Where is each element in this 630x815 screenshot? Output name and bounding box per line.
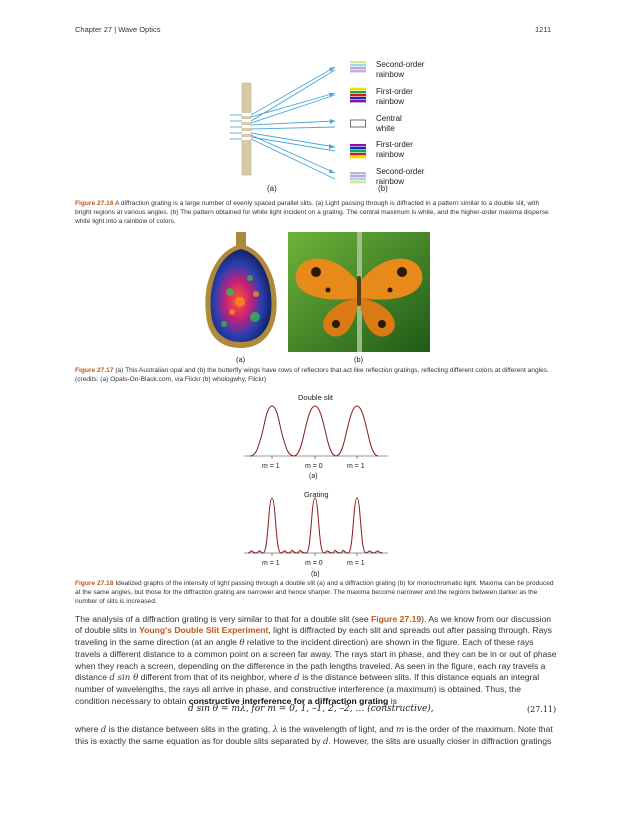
double-slit-tick-2: m = 0 bbox=[305, 463, 323, 470]
incident-rays bbox=[230, 115, 242, 139]
caption-figure-27-17: Figure 27.17 (a) This Australian opal and (b) the butterfly wings have rows of reflectors that act like reflection gratings, reflecting different colors at different angles. (credits: (a) Opals-On-Black.com, via Flickr (b) whologwhy, Flickr) bbox=[75, 367, 549, 384]
fig18-panel-a-label: (a) bbox=[309, 473, 318, 480]
fig17-panel-a-label: (a) bbox=[236, 355, 246, 364]
second-order-bottom-swatch bbox=[350, 172, 366, 183]
double-slit-curve bbox=[250, 406, 378, 456]
label-second-order-bottom: Second-order rainbow bbox=[376, 167, 425, 186]
body-paragraph-1: The analysis of a diffraction grating is very similar to that for a double slit (see Figure 27.19). As we know from our discussion of double slits in Young's Double Slit Experiment, light is diffracted by each slit and spreads out after passing through. Rays traveling in the same direction (at an angle θ relative to the incident direction) are shown in the figure. Each of these rays travels a different distance to a common point on a screen far away. The rays start in phase, and they can be in or out of phase when they reach a screen, depending on the difference in the path lengths traveled. As seen in the figure, each ray travels a distance d sin θ different from that of its neighbor, where d is the distance between slits. If this distance equals an integral number of wavelengths, the rays all arrive in phase, and constructive interference (a maximum) is obtained. Thus, the condition necessary to obtain constructive interference for a diffraction grating is bbox=[75, 614, 557, 706]
opal-photo bbox=[200, 232, 284, 352]
grating-plate bbox=[242, 83, 251, 175]
grating-tick-3: m = 1 bbox=[347, 560, 365, 567]
grating-curve bbox=[248, 498, 383, 553]
diffracted-rays bbox=[251, 67, 335, 179]
page-number: 1211 bbox=[535, 25, 552, 34]
double-slit-title: Double slit bbox=[298, 393, 334, 402]
spectrum-swatches bbox=[350, 58, 368, 190]
central-white-swatch bbox=[351, 120, 366, 127]
grating-tick-2: m = 0 bbox=[305, 560, 323, 567]
label-first-order-top: First-order rainbow bbox=[376, 87, 413, 106]
butterfly-photo bbox=[288, 232, 430, 352]
caption-figure-27-16: Figure 27.16 A diffraction grating is a large number of evenly spaced parallel slits. (a) Light passing through is diffracted in a pattern similar to a double slit, with bright regions at various angles. (b) The pattern obtained for white light incident on a grating. The central maximum is white, and the higher-order maxima disperse white light into a rainbow of colors. bbox=[75, 200, 549, 226]
label-central: Central white bbox=[376, 114, 402, 133]
grating-title: Grating bbox=[304, 490, 329, 499]
equation-number: (27.11) bbox=[527, 705, 557, 714]
second-order-top-swatch bbox=[350, 61, 366, 72]
link-figure-27-19[interactable]: Figure 27.19 bbox=[371, 614, 422, 624]
link-youngs-double-slit[interactable]: Young's Double Slit Experiment bbox=[139, 625, 269, 636]
fig18-panel-b-label: (b) bbox=[311, 571, 320, 578]
intensity-graphs bbox=[240, 390, 400, 580]
double-slit-tick-1: m = 1 bbox=[262, 463, 280, 470]
fig16-panel-a-label: (a) bbox=[267, 184, 277, 193]
body-paragraph-2: where d is the distance between slits in the grating, λ is the wavelength of light, and m is the order of the maximum. Note that this is exactly the same equation as for double slits separated by d. However, the slits are usually closer in diffraction gratings bbox=[75, 724, 553, 748]
double-slit-tick-3: m = 1 bbox=[347, 463, 365, 470]
equation-27-11: d sin θ = mλ, for m = 0, 1, –1, 2, –2, … (constructive), bbox=[188, 704, 434, 714]
fig16-panel-b-label: (b) bbox=[378, 184, 388, 193]
caption-figure-27-18: Figure 27.18 Idealized graphs of the intensity of light passing through a double slit (a) and a diffraction grating (b) for monochromatic light. Maxima can be produced at the same angles, but those for the diffraction grating are narrower and hence sharper. The maxima become narrower and the regions between darker as the number of slits is increased. bbox=[75, 580, 554, 606]
first-order-bottom-swatch bbox=[350, 144, 366, 158]
first-order-top-swatch bbox=[350, 88, 366, 102]
grating-tick-1: m = 1 bbox=[262, 560, 280, 567]
fig17-panel-b-label: (b) bbox=[354, 355, 364, 364]
label-second-order-top: Second-order rainbow bbox=[376, 60, 425, 79]
label-first-order-bottom: First-order rainbow bbox=[376, 140, 413, 159]
chapter-header: Chapter 27 | Wave Optics bbox=[75, 25, 161, 34]
